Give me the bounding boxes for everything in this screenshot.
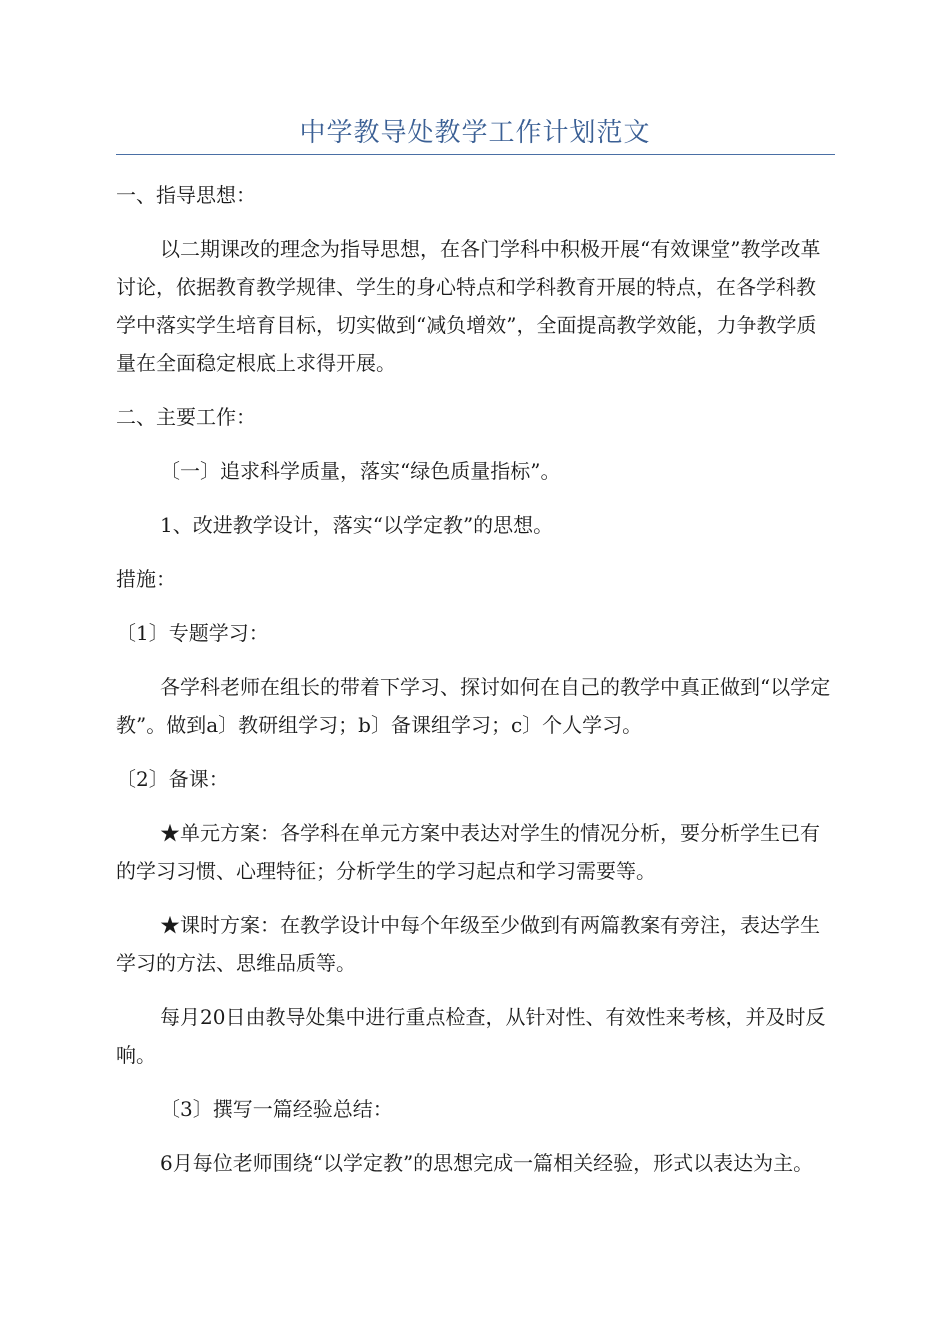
measure-3-heading: 〔3〕撰写一篇经验总结：: [160, 1097, 393, 1121]
paragraph-guiding-ideology: 以二期课改的理念为指导思想，在各门学科中积极开展“有效课堂”教学改革讨论，依据教育教学规律、学生的身心特点和学科教育开展的特点，在各学科教学中落实学生培育目标，切实做到“减负增效”，全面提高教学效能，力争教学质量在全面稳定根底上求得开展。: [116, 237, 821, 375]
measure-3-paragraph: 6月每位老师围绕“以学定教”的思想完成一篇相关经验，形式以表达为主。: [160, 1151, 814, 1175]
measure-1-heading: 〔1〕专题学习：: [116, 621, 269, 645]
section-heading-guiding-ideology: 一、指导思想：: [116, 183, 256, 207]
unit-plan-paragraph: ★单元方案：各学科在单元方案中表达对学生的情况分析，要分析学生已有的学习习惯、心理特征；分析学生的学习起点和学习需要等。: [116, 821, 820, 883]
title-underline: [116, 154, 835, 155]
document-title: 中学教导处教学工作计划范文: [299, 118, 651, 148]
section-heading-main-work: 二、主要工作：: [116, 405, 256, 429]
measure-2-heading: 〔2〕备课：: [116, 767, 229, 791]
measures-label: 措施：: [116, 567, 176, 591]
item-improve-teaching-design: 1、改进教学设计，落实“以学定教”的思想。: [160, 513, 554, 537]
lesson-plan-paragraph: ★课时方案：在教学设计中每个年级至少做到有两篇教案有旁注，表达学生学习的方法、思维品质等。: [116, 913, 820, 975]
subheading-quality: 〔一〕追求科学质量，落实“绿色质量指标”。: [160, 459, 561, 483]
monthly-check-paragraph: 每月20日由教导处集中进行重点检查，从针对性、有效性来考核，并及时反响。: [116, 1005, 826, 1067]
measure-1-paragraph: 各学科老师在组长的带着下学习、探讨如何在自己的教学中真正做到“以学定教”。做到a〕教研组学习；b〕备课组学习；c〕个人学习。: [116, 675, 831, 737]
document-body: [116, 176, 834, 1182]
